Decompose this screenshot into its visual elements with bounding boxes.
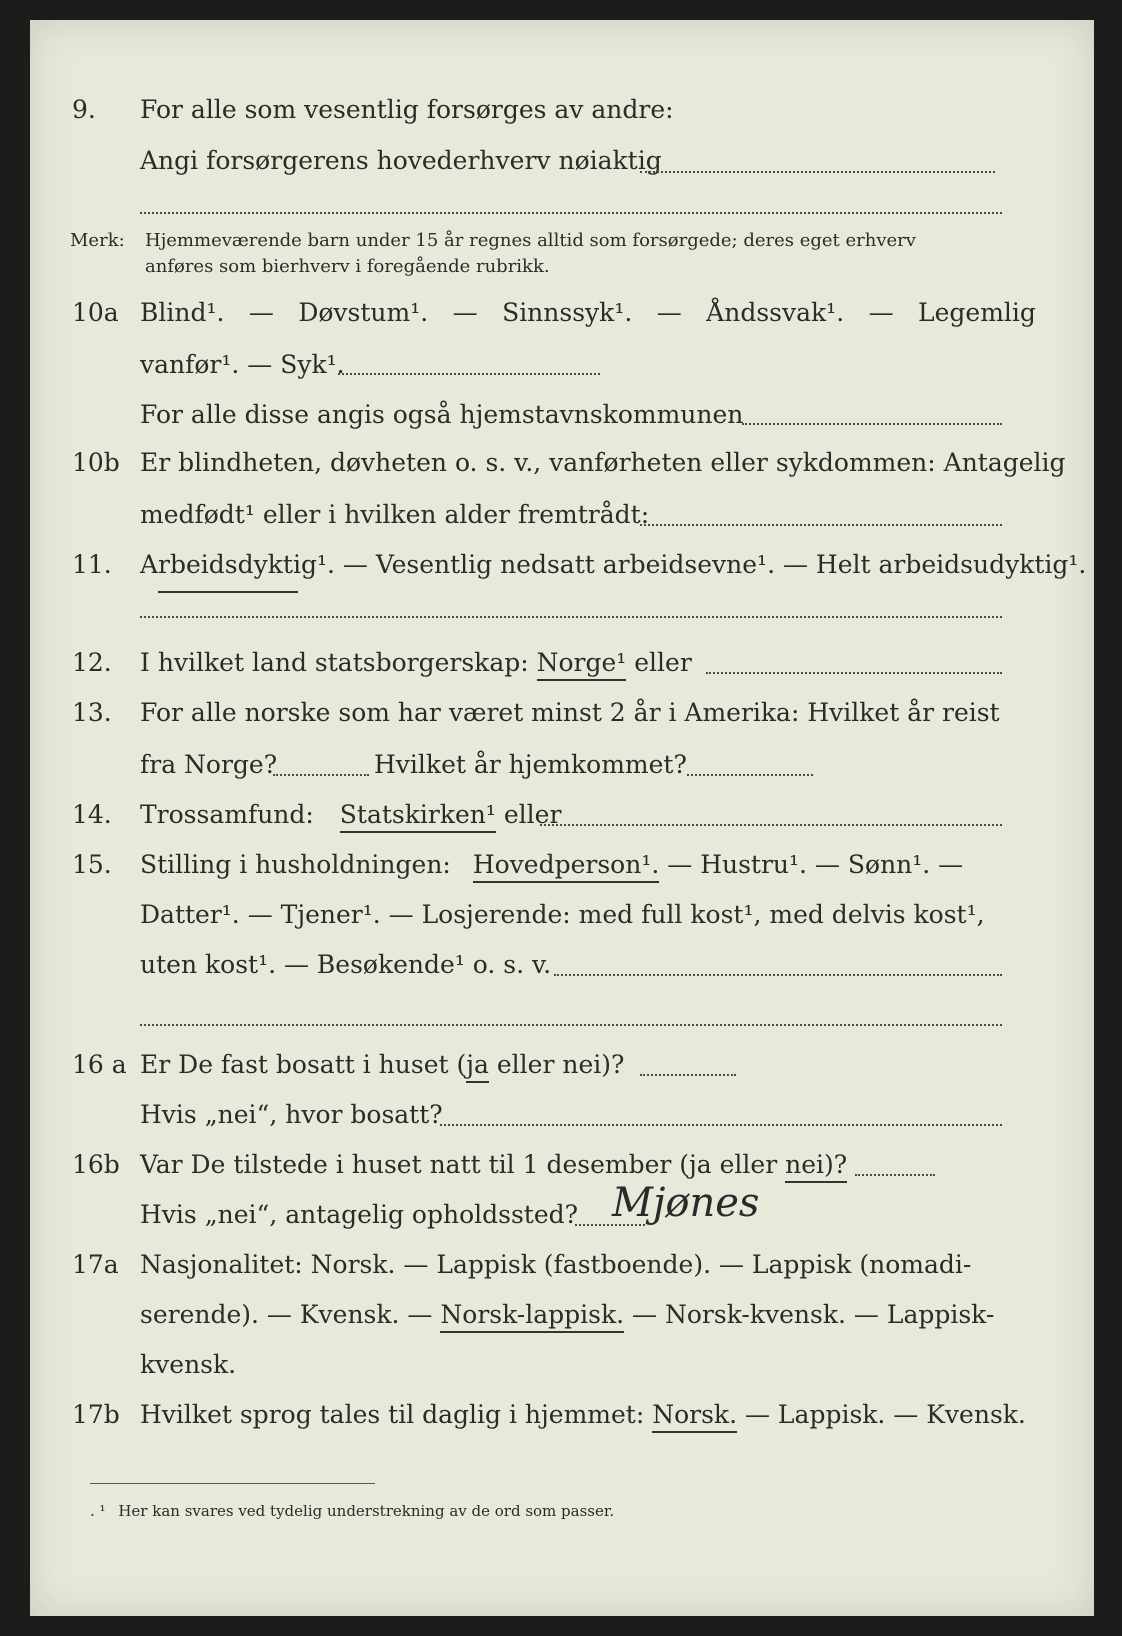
q9-line1: For alle som vesentlig forsørges av andre:: [140, 95, 674, 124]
q17a-line1: Nasjonalitet: Norsk. — Lappisk (fastboende). — Lappisk (nomadi-: [140, 1250, 972, 1279]
q14-eller: eller: [503, 800, 562, 829]
q16b-number: 16b: [72, 1150, 120, 1179]
q15-question: Stilling i husholdningen:: [140, 850, 451, 879]
q17b-answer-norsk[interactable]: Norsk.: [652, 1400, 737, 1433]
q11-line1: Arbeidsdyktig¹. — Vesentlig nedsatt arbeidsevne¹. — Helt arbeidsudyktig¹.: [140, 550, 1087, 579]
q16b-answer-nei[interactable]: nei)?: [785, 1150, 847, 1183]
q12-answer-norge[interactable]: Norge¹: [537, 648, 627, 681]
q13-hjemkommet-line[interactable]: [687, 774, 813, 776]
q16a-answer-ja[interactable]: ja: [466, 1050, 489, 1083]
q15-answer-line-2[interactable]: [140, 1024, 1002, 1026]
q9-answer-line-2[interactable]: [140, 212, 1002, 214]
q14-number: 14.: [72, 800, 112, 829]
q10b-line1: Er blindheten, døvheten o. s. v., vanførheten eller sykdommen: Antagelig: [140, 448, 1066, 477]
q12-eller: eller: [634, 648, 692, 677]
q14-answer-line[interactable]: [540, 824, 1002, 826]
merk-line2: anføres som bierhverv i foregående rubrikk.: [145, 256, 550, 277]
q10a-option-legemlig[interactable]: Legemlig: [918, 298, 1036, 327]
q16a-question-end: eller nei)?: [488, 1050, 625, 1079]
q14-answer-statskirken[interactable]: Statskirken¹: [340, 800, 496, 833]
footnote-divider: [90, 1483, 375, 1484]
q13-line2a: fra Norge?: [140, 750, 278, 779]
q10b-answer-line[interactable]: [640, 524, 1002, 526]
q15-answer-hovedperson[interactable]: Hovedperson¹.: [473, 850, 659, 883]
q10a-dash-2: —: [452, 298, 478, 327]
q10a-line3: For alle disse angis også hjemstavnskommunen: [140, 400, 744, 429]
q10a-dash-3: —: [656, 298, 682, 327]
q16a-answer-line[interactable]: [640, 1074, 736, 1076]
q15-line2: Datter¹. — Tjener¹. — Losjerende: med full kost¹, med delvis kost¹,: [140, 900, 985, 929]
q11-answer-line[interactable]: [140, 616, 1002, 618]
census-form-page: [30, 20, 1094, 1616]
q12-question: I hvilket land statsborgerskap:: [140, 648, 529, 677]
q16b-handwritten-answer: Mjønes: [612, 1180, 760, 1226]
footnote-text: Her kan svares ved tydelig understrekning av de ord som passer.: [118, 1502, 615, 1520]
q10a-kommune-line[interactable]: [742, 423, 1002, 425]
q15-answer-line[interactable]: [554, 974, 1002, 976]
q12-answer-line[interactable]: [706, 672, 1002, 674]
q17b-options: — Lappisk. — Kvensk.: [744, 1400, 1026, 1429]
q10a-dash-1: —: [248, 298, 274, 327]
q16a-number: 16 a: [72, 1050, 127, 1079]
merk-line1: Hjemmeværende barn under 15 år regnes alltid som forsørgede; deres eget erhverv: [145, 230, 916, 251]
q16b-question: Var De tilstede i huset natt til 1 desember (ja eller: [140, 1150, 786, 1179]
q15-options: — Hustru¹. — Sønn¹. —: [667, 850, 964, 879]
footnote: [90, 1502, 614, 1520]
q16a-bosatt-line[interactable]: [440, 1124, 1002, 1126]
q10a-option-blind[interactable]: Blind¹.: [140, 298, 225, 327]
q16a-question: Er De fast bosatt i huset (: [140, 1050, 467, 1079]
q9-answer-line[interactable]: [640, 171, 995, 173]
q13-line2b: Hvilket år hjemkommet?: [374, 750, 687, 779]
q9-number: 9.: [72, 95, 96, 124]
q10a-option-sinnssyk[interactable]: Sinnssyk¹.: [502, 298, 633, 327]
q13-line1: For alle norske som har været minst 2 år i Amerika: Hvilket år reist: [140, 698, 1000, 727]
q16a-line2: Hvis „nei“, hvor bosatt?: [140, 1100, 443, 1129]
q17b-question: Hvilket sprog tales til daglig i hjemmet:: [140, 1400, 645, 1429]
q10a-syk-line[interactable]: [338, 373, 600, 375]
q10b-number: 10b: [72, 448, 120, 477]
q10a-options: [140, 298, 1036, 328]
q11-handwritten-underline: [158, 591, 298, 593]
q16b-line2: Hvis „nei“, antagelig opholdssted?: [140, 1200, 579, 1229]
q10a-dash-4: —: [868, 298, 894, 327]
q17a-line2-post: — Norsk-kvensk. — Lappisk-: [632, 1300, 995, 1329]
q10a-number: 10a: [72, 298, 119, 327]
q17a-line3: kvensk.: [140, 1350, 237, 1379]
footnote-mark: . ¹: [90, 1502, 106, 1520]
merk-label: Merk:: [70, 230, 125, 251]
q17a-number: 17a: [72, 1250, 119, 1279]
q10a-line2: vanfør¹. — Syk¹.: [140, 350, 345, 379]
q17b-number: 17b: [72, 1400, 120, 1429]
q17a-line2-pre: serende). — Kvensk. —: [140, 1300, 433, 1329]
q10b-line2: medfødt¹ eller i hvilken alder fremtrådt:: [140, 500, 650, 529]
q9-line2: Angi forsørgerens hovederhverv nøiaktig: [140, 146, 662, 175]
q10a-option-andssvak[interactable]: Åndssvak¹.: [706, 298, 845, 327]
q12-number: 12.: [72, 648, 112, 677]
q14-question: Trossamfund:: [140, 800, 314, 829]
q13-reist-line[interactable]: [273, 774, 369, 776]
q15-line3: uten kost¹. — Besøkende¹ o. s. v.: [140, 950, 552, 979]
q10a-option-dovstum[interactable]: Døvstum¹.: [298, 298, 429, 327]
q13-number: 13.: [72, 698, 112, 727]
q15-number: 15.: [72, 850, 112, 879]
q11-number: 11.: [72, 550, 112, 579]
q16b-answer-line[interactable]: [855, 1174, 935, 1176]
q17a-answer-norsk-lappisk[interactable]: Norsk-lappisk.: [440, 1300, 624, 1333]
